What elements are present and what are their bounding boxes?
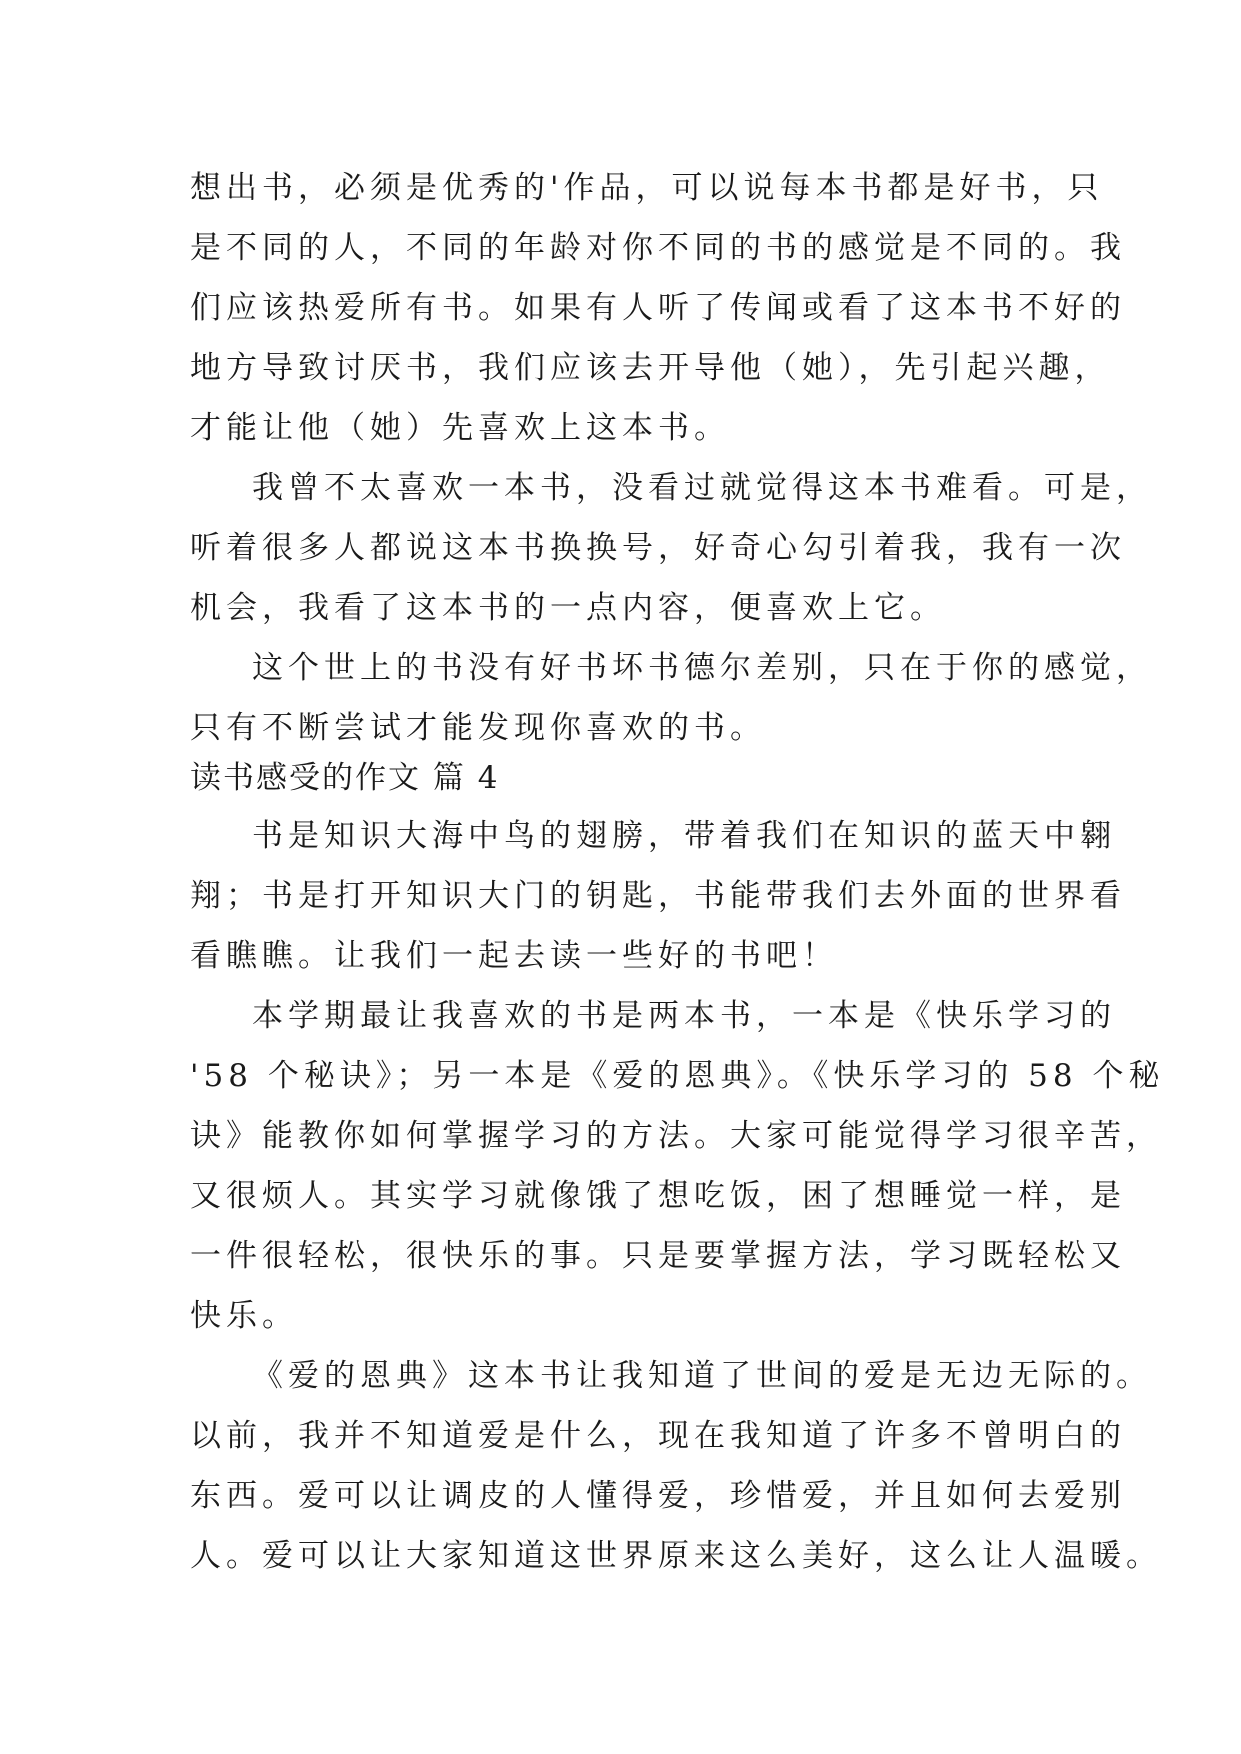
paragraph-start-line: 《爱的恩典》这本书让我知道了世间的爱是无边无际的。 [252, 1358, 1152, 1394]
text-line: 看瞧瞧。让我们一起去读一些好的书吧！ [190, 938, 838, 974]
text-line: 想出书，必须是优秀的'作品，可以说每本书都是好书，只 [190, 170, 1104, 206]
text-line: 东西。爱可以让调皮的人懂得爱，珍惜爱，并且如何去爱别 [190, 1478, 1126, 1514]
text-line: 只有不断尝试才能发现你喜欢的书。 [190, 710, 766, 746]
text-line: 以前，我并不知道爱是什么，现在我知道了许多不曾明白的 [190, 1418, 1126, 1454]
paragraph-start-line: 我曾不太喜欢一本书，没看过就觉得这本书难看。可是， [252, 470, 1152, 506]
text-line: 是不同的人，不同的年龄对你不同的书的感觉是不同的。我 [190, 230, 1126, 266]
paragraph-start-line: 书是知识大海中鸟的翅膀，带着我们在知识的蓝天中翱 [252, 818, 1116, 854]
text-line: 快乐。 [190, 1298, 298, 1334]
paragraph-start-line: 本学期最让我喜欢的书是两本书，一本是《快乐学习的 [252, 998, 1116, 1034]
text-line: 地方导致讨厌书，我们应该去开导他（她），先引起兴趣， [190, 350, 1111, 386]
text-line: 才能让他（她）先喜欢上这本书。 [190, 410, 730, 446]
text-line: 一件很轻松，很快乐的事。只是要掌握方法，学习既轻松又 [190, 1238, 1126, 1274]
text-line: 又很烦人。其实学习就像饿了想吃饭，困了想睡觉一样，是 [190, 1178, 1126, 1214]
text-line: 翔；书是打开知识大门的钥匙，书能带我们去外面的世界看 [190, 878, 1126, 914]
text-line: 人。爱可以让大家知道这世界原来这么美好，这么让人温暖。 [190, 1538, 1162, 1574]
paragraph-start-line: 这个世上的书没有好书坏书德尔差别，只在于你的感觉， [252, 650, 1152, 686]
text-line: '58 个秘诀》；另一本是《爱的恩典》。《快乐学习的 58 个秘 [190, 1058, 1165, 1094]
section-heading: 读书感受的作文 篇 4 [190, 760, 500, 796]
text-line: 机会，我看了这本书的一点内容，便喜欢上它。 [190, 590, 946, 626]
text-line: 听着很多人都说这本书换换号，好奇心勾引着我，我有一次 [190, 530, 1126, 566]
text-line: 诀》能教你如何掌握学习的方法。大家可能觉得学习很辛苦， [190, 1118, 1162, 1154]
text-line: 们应该热爱所有书。如果有人听了传闻或看了这本书不好的 [190, 290, 1126, 326]
